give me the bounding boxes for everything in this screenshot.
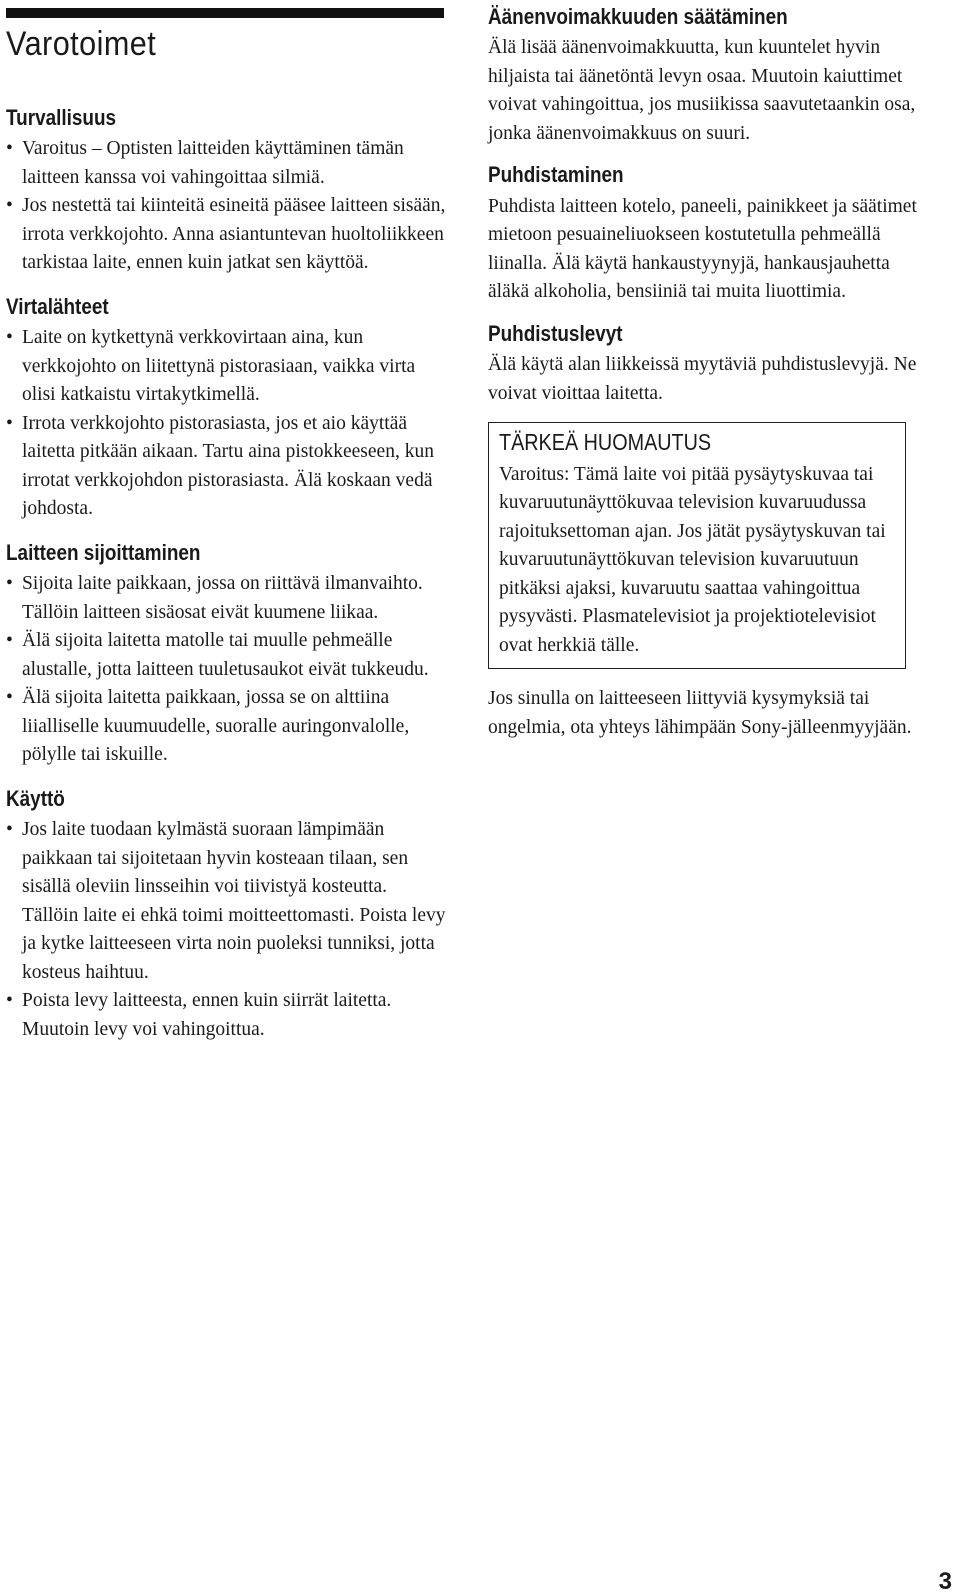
section-kaytto	[6, 786, 446, 1044]
section-text: Älä käytä alan liikkeissä myytäviä puhdistuslevyjä. Ne voivat vioittaa laitetta.	[488, 354, 917, 404]
section-turvallisuus	[6, 105, 446, 278]
section-heading: Virtalähteet	[6, 293, 109, 319]
top-rule	[6, 8, 444, 18]
list-item: • Jos nestettä tai kiinteitä esineitä pääsee laitteen sisään, irrota verkkojohto. Anna asiantuntevan huoltoliikkeen tarkistaa laite, ennen kuin jatkat sen käyttöä.	[6, 192, 446, 278]
page-number: 3	[938, 1568, 952, 1595]
notice-text: Varoitus: Tämä laite voi pitää pysäytyskuvaa tai kuvaruutunäyttökuvaa television kuvaruudussa rajoituksettoman ajan. Jos jätät pysäytyskuvan tai kuvaruutunäyttökuvan television kuvaruutuun pitkäksi ajaksi, kuvaruutu saattaa vahingoittua pysyvästi. Plasmatelevisiot ja projektiotelevisiot ovat herkkiä tälle.	[499, 463, 886, 656]
section-heading: Käyttö	[6, 785, 65, 811]
list-item: • Älä sijoita laitetta paikkaan, jossa se on alttiina liialliselle kuumuudelle, suoralle auringonvalolle, pölylle tai iskuille.	[6, 684, 446, 770]
closing-text: Jos sinulla on laitteeseen liittyviä kysymyksiä tai ongelmia, ota yhteys lähimpään Sony-jälleenmyyjään.	[488, 688, 912, 738]
list-item: • Älä sijoita laitetta matolle tai muulle pehmeälle alustalle, jotta laitteen tuuletusaukot eivät tukkeudu.	[6, 627, 446, 684]
section-puhdistaminen	[488, 162, 928, 306]
bullet-list	[6, 570, 446, 770]
section-puhdistuslevyt	[488, 321, 928, 408]
list-item: • Laite on kytkettynä verkkovirtaan aina, kun verkkojohto on liitettynä pistorasiaan, vaikka virta olisi katkaistu virtakytkimellä.	[6, 324, 446, 410]
section-aanenvoimakkuus	[488, 4, 928, 148]
left-column	[6, 105, 446, 1060]
section-virtalahteet	[6, 294, 446, 524]
bullet-list	[6, 135, 446, 278]
right-column	[488, 4, 928, 742]
notice-heading: TÄRKEÄ HUOMAUTUS	[499, 429, 712, 456]
section-heading: Puhdistuslevyt	[488, 320, 623, 346]
bullet-list	[6, 816, 446, 1044]
section-heading: Puhdistaminen	[488, 162, 624, 188]
section-text: Älä lisää äänenvoimakkuutta, kun kuuntelet hyvin hiljaista tai äänetöntä levyn osaa. Muutoin kaiuttimet voivat vahingoittua, jos musiikissa saavutetaankin osa, jonka äänenvoimakkuus on suuri.	[488, 37, 916, 144]
section-heading: Laitteen sijoittaminen	[6, 539, 201, 565]
list-item: • Sijoita laite paikkaan, jossa on riittävä ilmanvaihto. Tällöin laitteen sisäosat eivät kuumene liikaa.	[6, 570, 446, 627]
important-notice-box	[488, 422, 906, 669]
list-item: • Poista levy laitteesta, ennen kuin siirrät laitetta. Muutoin levy voi vahingoittua.	[6, 987, 446, 1044]
list-item: • Irrota verkkojohto pistorasiasta, jos et aio käyttää laitetta pitkään aikaan. Tartu aina pistokkeeseen, kun irrotat verkkojohdon pistorasiasta. Älä koskaan vedä johdosta.	[6, 410, 446, 524]
page-title: Varotoimet	[6, 25, 157, 63]
list-item: • Jos laite tuodaan kylmästä suoraan lämpimään paikkaan tai sijoitetaan hyvin kosteaan tilaan, sen sisällä oleviin linsseihin voi tiivistyä kosteutta. Tällöin laite ei ehkä toimi moitteettomasti. Poista levy ja kytke laitteeseen virta noin puoleksi tunniksi, jotta kosteus haihtuu.	[6, 816, 446, 987]
section-heading: Äänenvoimakkuuden säätäminen	[488, 4, 788, 29]
list-item: • Varoitus – Optisten laitteiden käyttäminen tämän laitteen kanssa voi vahingoittaa silmiä.	[6, 135, 446, 192]
section-text: Puhdista laitteen kotelo, paneeli, painikkeet ja säätimet mietoon pesuaineliuokseen kostutetulla pehmeällä liinalla. Älä käytä hankaustyynyjä, hankausjauhetta äläkä alkoholia, bensiiniä tai muita liuottimia.	[488, 195, 917, 303]
section-heading: Turvallisuus	[6, 105, 117, 130]
section-laitteen-sijoittaminen	[6, 540, 446, 770]
bullet-list	[6, 324, 446, 524]
